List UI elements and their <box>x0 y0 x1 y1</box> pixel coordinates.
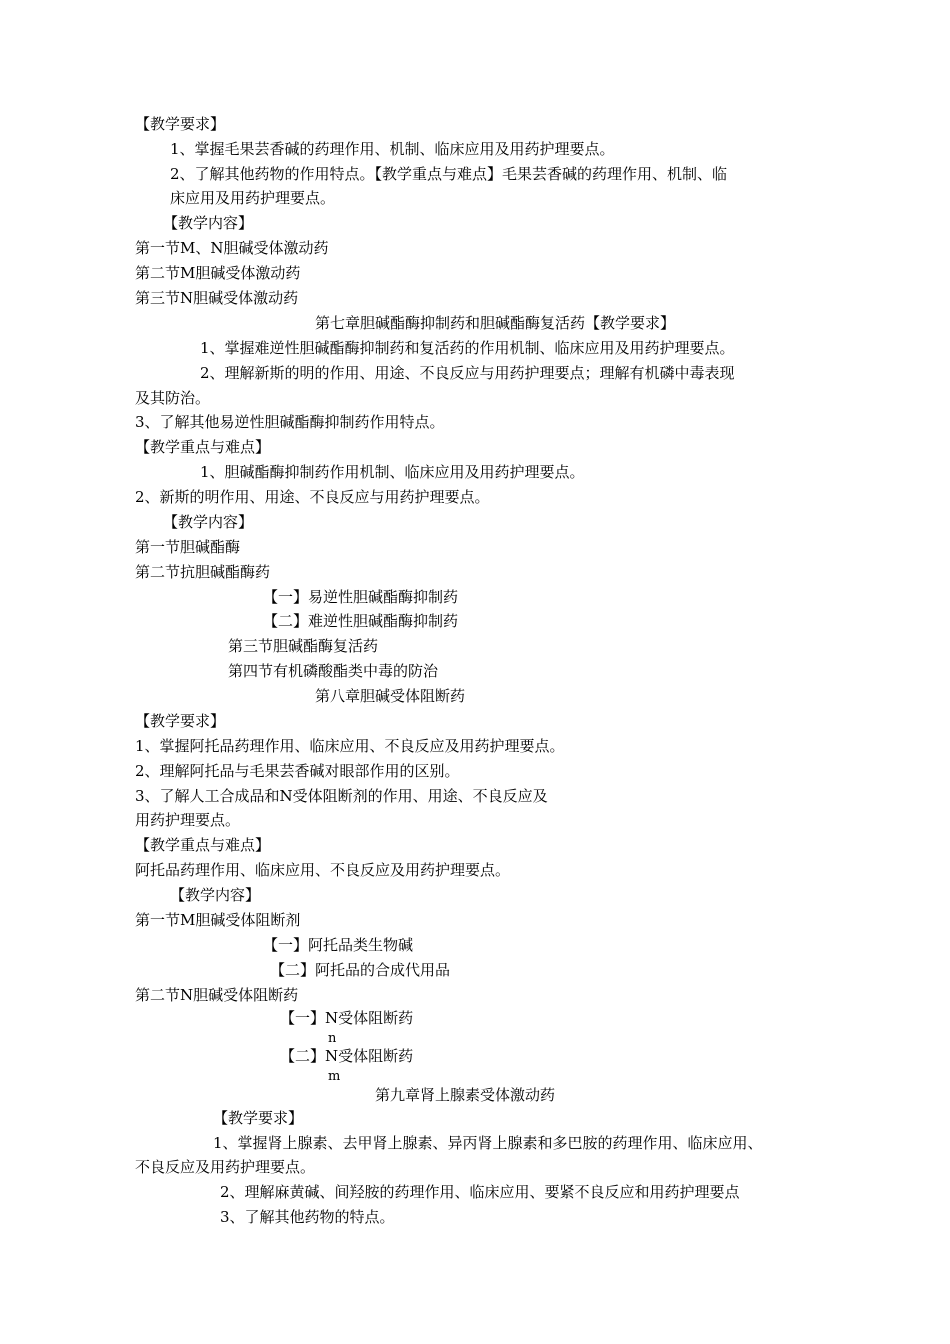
text-line: 2、理解新斯的明的作用、用途、不良反应与用药护理要点；理解有机磷中毒表现 <box>200 364 735 382</box>
section-heading: 【教学要求】 <box>135 115 226 133</box>
text-line: 1、掌握难逆性胆碱酯酶抑制药和复活药的作用机制、临床应用及用药护理要点。 <box>200 339 735 357</box>
subscript: m <box>328 1069 341 1084</box>
text-line: 第一节M、N胆碱受体激动药 <box>135 239 329 257</box>
text-line: 1、掌握毛果芸香碱的药理作用、机制、临床应用及用药护理要点。 <box>170 140 615 158</box>
text-line: 用药护理要点。 <box>135 811 241 829</box>
text-line: 床应用及用药护理要点。 <box>170 189 336 207</box>
text-line: 阿托品药理作用、临床应用、不良反应及用药护理要点。 <box>135 861 511 879</box>
chapter-title: 第八章胆碱受体阻断药 <box>315 687 466 705</box>
section-heading: 【教学内容】 <box>170 886 261 904</box>
text-line: 第三节胆碱酯酶复活药 <box>228 637 379 655</box>
section-heading: 【教学要求】 <box>213 1109 304 1127</box>
text-line: 3、了解其他易逆性胆碱酯酶抑制药作用特点。 <box>135 413 445 431</box>
text-line: 不良反应及用药护理要点。 <box>135 1158 316 1176</box>
text-line: 2、了解其他药物的作用特点。【教学重点与难点】毛果芸香碱的药理作用、机制、临 <box>170 165 728 183</box>
subscript: n <box>328 1031 337 1046</box>
text-line: 1、胆碱酯酶抑制药作用机制、临床应用及用药护理要点。 <box>200 463 585 481</box>
text-line: 1、掌握肾上腺素、去甲肾上腺素、异丙肾上腺素和多巴胺的药理作用、临床应用、 <box>213 1134 763 1152</box>
text-line: 及其防治。 <box>135 389 211 407</box>
text-line: 第四节有机磷酸酯类中毒的防治 <box>228 662 439 680</box>
text-line: 2、理解阿托品与毛果芸香碱对眼部作用的区别。 <box>135 762 460 780</box>
text-line: 【二】难逆性胆碱酯酶抑制药 <box>263 612 459 630</box>
text-line: 第二节N胆碱受体阻断药 <box>135 986 299 1004</box>
section-heading: 【教学内容】 <box>163 214 254 232</box>
text-line: 【一】易逆性胆碱酯酶抑制药 <box>263 588 459 606</box>
text-line: 第二节抗胆碱酯酶药 <box>135 563 271 581</box>
text-line: 第二节M胆碱受体激动药 <box>135 264 301 282</box>
text-line: 2、理解麻黄碱、间羟胺的药理作用、临床应用、要紧不良反应和用药护理要点 <box>220 1183 740 1201</box>
text-line: 第一节M胆碱受体阻断剂 <box>135 911 301 929</box>
section-heading: 【教学要求】 <box>135 712 226 730</box>
text-line: 3、了解人工合成品和N受体阻断剂的作用、用途、不良反应及 <box>135 787 548 805</box>
text-line: 2、新斯的明作用、用途、不良反应与用药护理要点。 <box>135 488 490 506</box>
text-line: 3、了解其他药物的特点。 <box>220 1208 395 1226</box>
chapter-title: 第九章肾上腺素受体激动药 <box>375 1086 556 1104</box>
text-line: 【一】阿托品类生物碱 <box>263 936 414 954</box>
text-line: 第三节N胆碱受体激动药 <box>135 289 299 307</box>
text-line: 【二】阿托品的合成代用品 <box>270 961 451 979</box>
section-heading: 【教学内容】 <box>163 513 254 531</box>
section-heading: 【教学重点与难点】 <box>135 836 271 854</box>
chapter-title: 第七章胆碱酯酶抑制药和胆碱酯酶复活药【教学要求】 <box>315 314 676 332</box>
section-heading: 【教学重点与难点】 <box>135 438 271 456</box>
text-line: 【一】N受体阻断药 <box>280 1009 414 1027</box>
text-line: 1、掌握阿托品药理作用、临床应用、不良反应及用药护理要点。 <box>135 737 565 755</box>
text-line: 【二】N受体阻断药 <box>280 1047 414 1065</box>
text-line: 第一节胆碱酯酶 <box>135 538 241 556</box>
